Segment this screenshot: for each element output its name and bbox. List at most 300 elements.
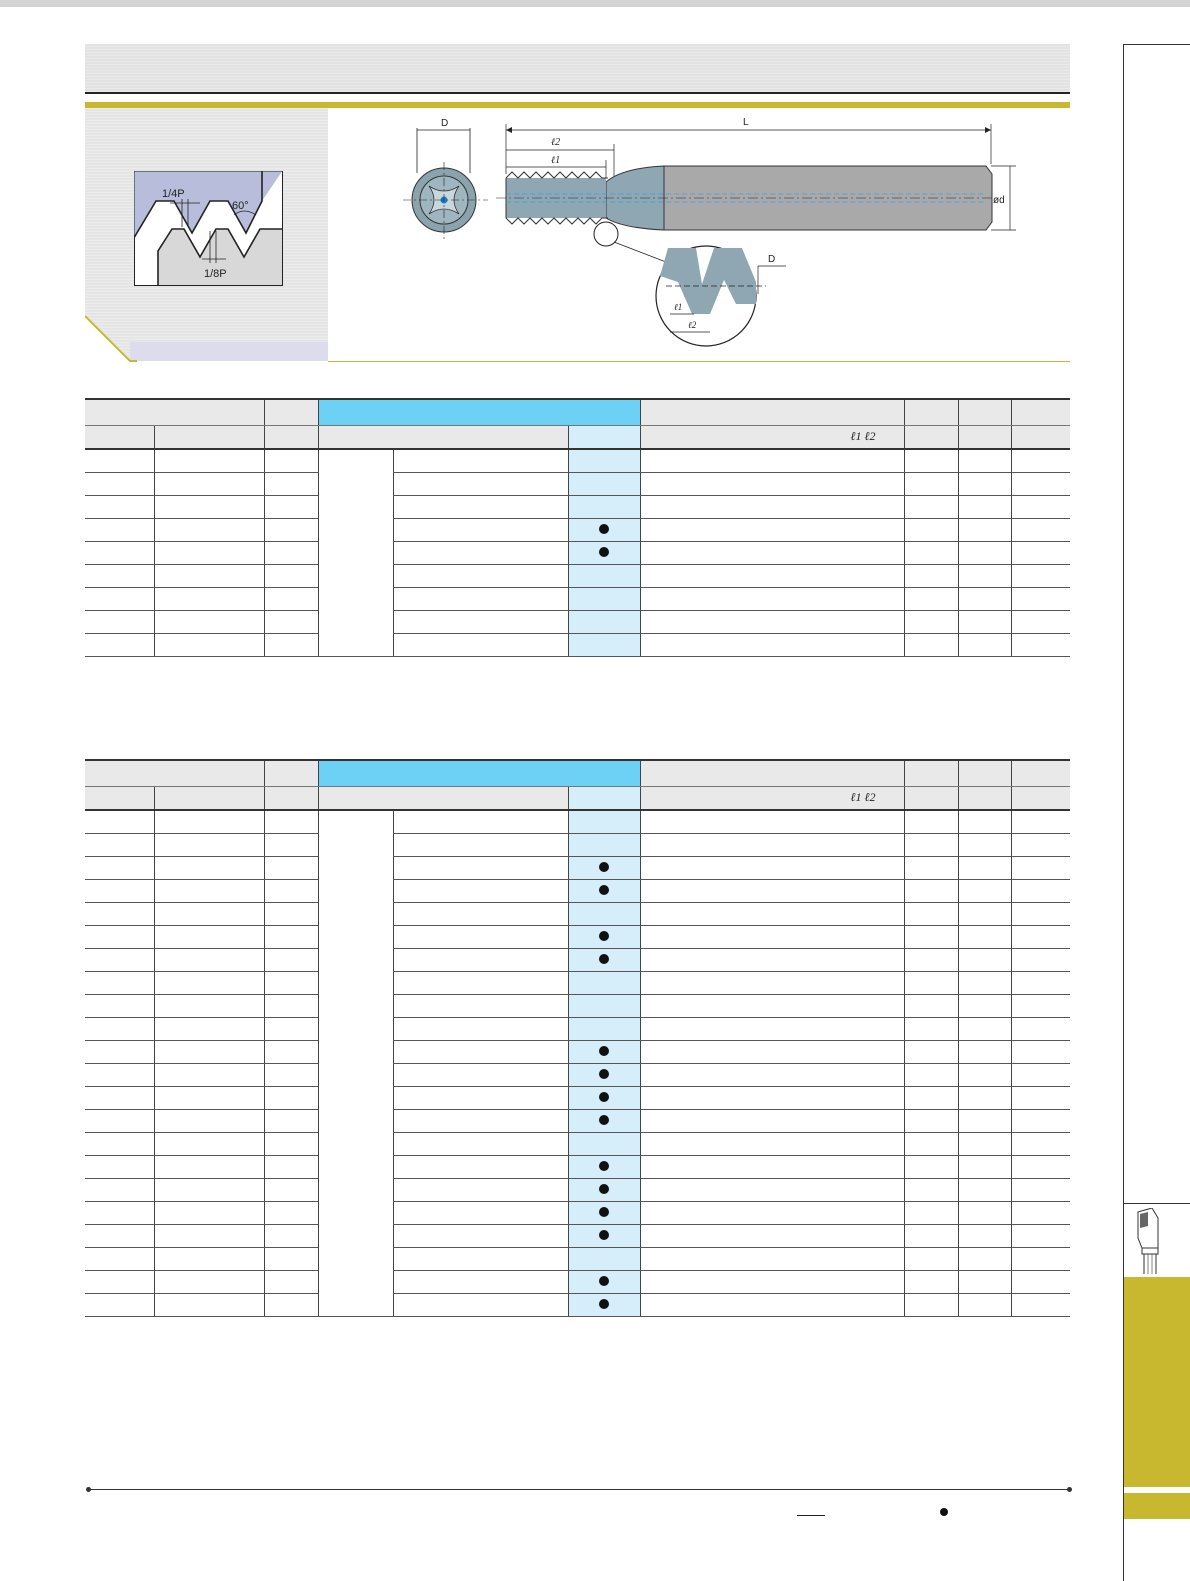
table-cell [264, 1040, 318, 1063]
table-cell [85, 879, 154, 902]
table-cell [640, 564, 904, 587]
table-cell [1011, 449, 1070, 472]
table-cell [1011, 1109, 1070, 1132]
table-cell [1011, 1224, 1070, 1247]
table-cell [393, 564, 568, 587]
table-row [85, 1293, 1070, 1316]
table-cell [85, 1063, 154, 1086]
table-cell [393, 1224, 568, 1247]
header-cell [154, 786, 264, 810]
table-cell [85, 1224, 154, 1247]
table-header-row [85, 399, 1070, 425]
table-cell [264, 495, 318, 518]
side-index-frame [1123, 44, 1190, 1204]
table-cell [640, 1178, 904, 1201]
table-cell [264, 610, 318, 633]
table-cell [85, 1017, 154, 1040]
table-row [85, 1040, 1070, 1063]
table-cell [264, 971, 318, 994]
table-row [85, 902, 1070, 925]
stock-mark-cell [568, 1155, 640, 1178]
header-cell [318, 425, 568, 449]
table-cell [904, 1247, 958, 1270]
table-cell [904, 1109, 958, 1132]
table-cell [1011, 833, 1070, 856]
table-cell [904, 902, 958, 925]
table-cell [264, 1017, 318, 1040]
table-cell [640, 472, 904, 495]
table-row [85, 879, 1070, 902]
header-cell [264, 760, 318, 786]
table-cell [958, 1224, 1011, 1247]
table-cell [1011, 1132, 1070, 1155]
table-cell [264, 449, 318, 472]
table-cell [904, 994, 958, 1017]
table-cell [264, 902, 318, 925]
table-cell [154, 879, 264, 902]
table-cell [264, 518, 318, 541]
table-cell [1011, 994, 1070, 1017]
table-cell [154, 1109, 264, 1132]
table-cell [264, 879, 318, 902]
table-cell [958, 810, 1011, 833]
table-cell [958, 610, 1011, 633]
table-header-row [85, 760, 1070, 786]
table-row [85, 971, 1070, 994]
table-cell [154, 971, 264, 994]
table-cell [904, 856, 958, 879]
table-cell [640, 1293, 904, 1316]
table-cell [1011, 1178, 1070, 1201]
table-cell [154, 472, 264, 495]
table-row [85, 1132, 1070, 1155]
stock-mark-cell [568, 994, 640, 1017]
stock-mark-cell [568, 610, 640, 633]
table-row [85, 994, 1070, 1017]
table-row [85, 518, 1070, 541]
table-cell [640, 610, 904, 633]
stock-mark-cell [568, 472, 640, 495]
footer-rule-end-dot [1067, 1487, 1072, 1492]
table-cell [154, 1201, 264, 1224]
table-cell [1011, 1293, 1070, 1316]
table-cell [154, 1247, 264, 1270]
stock-mark-cell [568, 495, 640, 518]
table-cell [1011, 1270, 1070, 1293]
stock-mark-cell [568, 1086, 640, 1109]
table-cell [393, 1155, 568, 1178]
table-cell [640, 449, 904, 472]
table-cell [958, 856, 1011, 879]
table-cell [1011, 948, 1070, 971]
panel-bottom-strip [130, 342, 328, 361]
header-cell [264, 425, 318, 449]
table-cell [904, 1017, 958, 1040]
stock-dot-icon [599, 1207, 609, 1217]
stock-dot-icon [599, 862, 609, 872]
table-cell [904, 1086, 958, 1109]
table-cell [958, 1109, 1011, 1132]
table-cell [85, 564, 154, 587]
angle-label: 60° [232, 200, 249, 212]
table-row [85, 449, 1070, 472]
table-row [85, 925, 1070, 948]
header-cell [264, 399, 318, 425]
header-cell [904, 399, 958, 425]
table-cell [640, 994, 904, 1017]
stock-mark-cell [568, 1224, 640, 1247]
table-cell [393, 518, 568, 541]
stock-dot-icon [599, 524, 609, 534]
table-cell [393, 1247, 568, 1270]
table-cell [154, 1063, 264, 1086]
merged-cell [318, 449, 393, 656]
table-cell [1011, 1017, 1070, 1040]
table-cell [1011, 1201, 1070, 1224]
table-cell [904, 472, 958, 495]
l1-l2-header: ℓ1 ℓ2 [640, 786, 904, 810]
table-row [85, 495, 1070, 518]
table-row [85, 472, 1070, 495]
stock-mark-cell [568, 925, 640, 948]
table-cell [85, 1155, 154, 1178]
table-cell [264, 994, 318, 1017]
table-cell [904, 1040, 958, 1063]
table-row [85, 610, 1070, 633]
table-cell [958, 1201, 1011, 1224]
table-row [85, 633, 1070, 656]
table-cell [85, 948, 154, 971]
table-cell [958, 449, 1011, 472]
stock-dot-icon [599, 931, 609, 941]
table-cell [264, 1086, 318, 1109]
stock-mark-cell [568, 971, 640, 994]
header-cell [568, 425, 640, 449]
gold-accent-bar [85, 102, 1070, 108]
length-l2-label: ℓ2 [551, 137, 561, 148]
table-cell [958, 495, 1011, 518]
table-cell [904, 925, 958, 948]
table-cell [85, 1201, 154, 1224]
table-cell [958, 1040, 1011, 1063]
stock-mark-cell [568, 587, 640, 610]
spec-table-2 [85, 759, 1070, 1317]
table-cell [393, 1293, 568, 1316]
table-cell [640, 495, 904, 518]
table-row [85, 1270, 1070, 1293]
legend-dot [940, 1508, 948, 1516]
header-cell [1011, 399, 1070, 425]
stock-mark-cell [568, 449, 640, 472]
table-cell [154, 633, 264, 656]
table-cell [640, 1201, 904, 1224]
table-cell [85, 1040, 154, 1063]
table-cell [640, 833, 904, 856]
table-cell [393, 1201, 568, 1224]
stock-dot-icon [599, 1092, 609, 1102]
table-cell [393, 971, 568, 994]
table-cell [640, 1270, 904, 1293]
table-cell [958, 472, 1011, 495]
table-cell [904, 810, 958, 833]
table-cell [264, 1155, 318, 1178]
table-cell [154, 1086, 264, 1109]
table-row [85, 810, 1070, 833]
table-cell [1011, 1040, 1070, 1063]
table-cell [154, 541, 264, 564]
table-cell [958, 1178, 1011, 1201]
table-cell [958, 1247, 1011, 1270]
table-cell [1011, 810, 1070, 833]
table-cell [85, 1270, 154, 1293]
table-cell [393, 994, 568, 1017]
table-cell [154, 1040, 264, 1063]
table-cell [393, 810, 568, 833]
table-row [85, 856, 1070, 879]
table-cell [640, 1086, 904, 1109]
table-cell [904, 879, 958, 902]
table-cell [85, 1247, 154, 1270]
table-cell [154, 1155, 264, 1178]
table-row [85, 833, 1070, 856]
table-cell [85, 633, 154, 656]
table-row [85, 1017, 1070, 1040]
table-cell [154, 449, 264, 472]
header-cell [904, 760, 958, 786]
stock-mark-cell [568, 948, 640, 971]
table-cell [85, 541, 154, 564]
table-cell [640, 1109, 904, 1132]
table-cell [154, 1293, 264, 1316]
table-cell [958, 1086, 1011, 1109]
table-cell [904, 1224, 958, 1247]
table-cell [154, 948, 264, 971]
header-cell [1011, 760, 1070, 786]
stock-mark-cell [568, 1293, 640, 1316]
table-cell [264, 1201, 318, 1224]
table-cell [640, 1063, 904, 1086]
table-cell [1011, 1086, 1070, 1109]
header-cell-highlight [318, 760, 640, 786]
table-cell [904, 587, 958, 610]
table-row [85, 1247, 1070, 1270]
detail-D-label: D [768, 254, 776, 265]
table-cell [640, 810, 904, 833]
table-row [85, 564, 1070, 587]
table-cell [958, 948, 1011, 971]
table-cell [904, 1063, 958, 1086]
header-cell [1011, 425, 1070, 449]
table-cell [85, 610, 154, 633]
table-cell [904, 1270, 958, 1293]
stock-mark-cell [568, 833, 640, 856]
table-cell [154, 564, 264, 587]
table-cell [264, 1270, 318, 1293]
table-cell [904, 1201, 958, 1224]
header-cell [318, 786, 568, 810]
table-cell [264, 1109, 318, 1132]
shank-diameter-label: ød [993, 195, 1005, 206]
table-cell [154, 856, 264, 879]
table-cell [154, 810, 264, 833]
header-cell [1011, 786, 1070, 810]
table-cell [958, 902, 1011, 925]
spec-table-1 [85, 398, 1070, 657]
drawing-underline [328, 361, 1070, 362]
table-cell [640, 856, 904, 879]
table-cell [958, 994, 1011, 1017]
table-subheader-row [85, 425, 1070, 449]
table-cell [393, 1109, 568, 1132]
stock-mark-cell [568, 1247, 640, 1270]
table-cell [393, 902, 568, 925]
table-cell [154, 925, 264, 948]
end-view-D-label: D [441, 118, 449, 129]
stock-dot-icon [599, 1230, 609, 1240]
table-cell [1011, 1155, 1070, 1178]
table-cell [85, 925, 154, 948]
length-l1-label: ℓ1 [551, 155, 561, 166]
table-cell [393, 449, 568, 472]
stock-mark-cell [568, 564, 640, 587]
stock-mark-cell [568, 1201, 640, 1224]
tool-holder-icon [1130, 1208, 1170, 1274]
table-cell [640, 902, 904, 925]
l1-l2-header: ℓ1 ℓ2 [640, 425, 904, 449]
table-cell [904, 833, 958, 856]
table-cell [154, 610, 264, 633]
table-cell [393, 1063, 568, 1086]
header-cell [154, 425, 264, 449]
table-cell [264, 1063, 318, 1086]
table-cell [958, 541, 1011, 564]
table-cell [154, 1132, 264, 1155]
table-cell [264, 1132, 318, 1155]
table-cell [640, 633, 904, 656]
header-cell-highlight [318, 399, 640, 425]
table-row [85, 541, 1070, 564]
table-cell [640, 587, 904, 610]
detail-l2-label: ℓ2 [688, 320, 697, 330]
table-cell [85, 449, 154, 472]
table-cell [154, 1017, 264, 1040]
table-row [85, 1086, 1070, 1109]
quarter-pitch-label: 1/4P [162, 188, 185, 200]
thread-profile-diagram [134, 171, 284, 287]
table-cell [154, 1224, 264, 1247]
table-cell [393, 1132, 568, 1155]
table-cell [154, 902, 264, 925]
table-cell [1011, 495, 1070, 518]
table-cell [1011, 902, 1070, 925]
page-title-bar [85, 44, 1070, 94]
table-cell [958, 1270, 1011, 1293]
panel-corner-accent [85, 310, 137, 362]
table-cell [958, 587, 1011, 610]
table-cell [154, 518, 264, 541]
table-cell [264, 1224, 318, 1247]
table-cell [1011, 971, 1070, 994]
table-cell [640, 1040, 904, 1063]
header-cell [568, 786, 640, 810]
table-cell [904, 610, 958, 633]
table-row [85, 587, 1070, 610]
table-cell [1011, 1247, 1070, 1270]
stock-dot-icon [599, 1115, 609, 1125]
table-cell [393, 1270, 568, 1293]
stock-mark-cell [568, 1178, 640, 1201]
table-cell [904, 1132, 958, 1155]
table-row [85, 1155, 1070, 1178]
table-cell [264, 1247, 318, 1270]
table-subheader-row [85, 786, 1070, 810]
table-row [85, 1201, 1070, 1224]
table-cell [904, 1155, 958, 1178]
legend-dash [797, 1515, 825, 1516]
table-cell [85, 1132, 154, 1155]
table-cell [904, 1178, 958, 1201]
table-cell [85, 856, 154, 879]
table-cell [640, 925, 904, 948]
table-cell [1011, 879, 1070, 902]
stock-mark-cell [568, 633, 640, 656]
table-cell [1011, 472, 1070, 495]
header-cell [958, 786, 1011, 810]
table-cell [85, 495, 154, 518]
table-cell [640, 971, 904, 994]
table-cell [85, 833, 154, 856]
header-cell [904, 786, 958, 810]
stock-mark-cell [568, 902, 640, 925]
table-cell [640, 1247, 904, 1270]
stock-dot-icon [599, 1046, 609, 1056]
table-cell [85, 472, 154, 495]
table-cell [264, 541, 318, 564]
table-cell [85, 1086, 154, 1109]
table-cell [904, 449, 958, 472]
table-row [85, 1224, 1070, 1247]
table-cell [154, 1270, 264, 1293]
table-cell [85, 587, 154, 610]
stock-mark-cell [568, 1109, 640, 1132]
table-row [85, 1178, 1070, 1201]
table-cell [640, 518, 904, 541]
table-cell [393, 1086, 568, 1109]
table-row [85, 1109, 1070, 1132]
stock-mark-cell [568, 1017, 640, 1040]
table-cell [958, 971, 1011, 994]
table-cell [393, 587, 568, 610]
table-cell [393, 610, 568, 633]
table-cell [393, 879, 568, 902]
table-row [85, 1063, 1070, 1086]
table-row [85, 948, 1070, 971]
table-cell [904, 948, 958, 971]
table-cell [393, 1040, 568, 1063]
top-rule [0, 0, 1190, 7]
table-cell [264, 633, 318, 656]
table-cell [1011, 633, 1070, 656]
table-cell [640, 1224, 904, 1247]
table-cell [958, 833, 1011, 856]
table-cell [264, 856, 318, 879]
table-cell [154, 587, 264, 610]
stock-dot-icon [599, 1161, 609, 1171]
stock-mark-cell [568, 810, 640, 833]
table-cell [1011, 541, 1070, 564]
table-cell [264, 587, 318, 610]
stock-dot-icon [599, 1299, 609, 1309]
